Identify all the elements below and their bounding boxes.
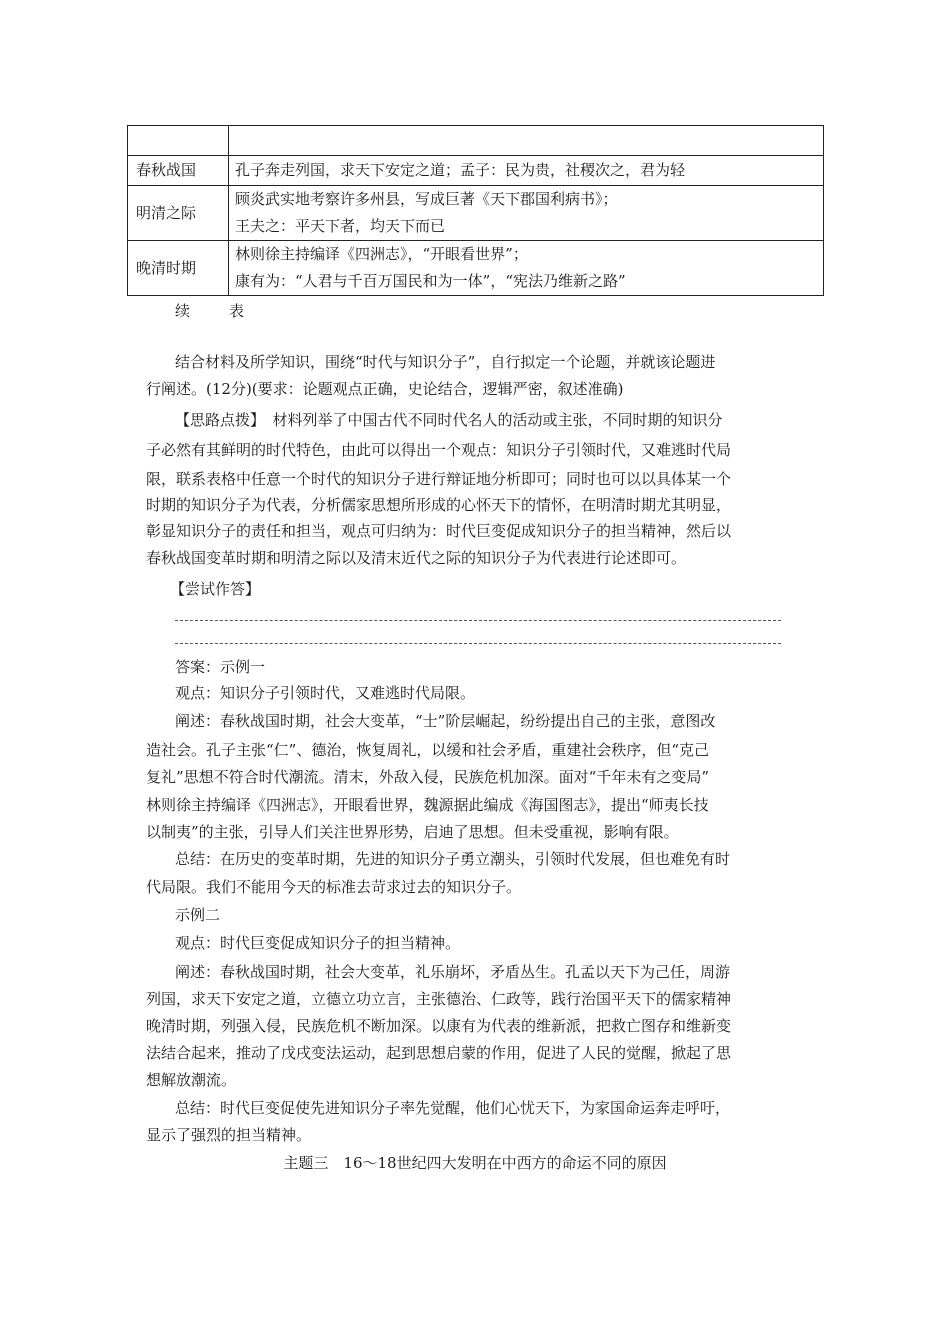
question-text: 行阐述。(12分)(要求：论题观点正确，史论结合，逻辑严密，叙述准确) <box>146 380 624 398</box>
answer-text: 造社会。孔子主张“仁”、德治，恢复周礼，以缓和社会矛盾，重建社会秩序，但“克己 <box>146 741 710 759</box>
period-cell: 春秋战国 <box>128 156 229 186</box>
answer-text: 观点：知识分子引领时代，又难逃时代局限。 <box>175 684 476 702</box>
table-row <box>128 156 824 186</box>
table-row <box>128 186 824 241</box>
hint-text: 春秋战国变革时期和明清之际以及清末近代之际的知识分子为代表进行论述即可。 <box>146 549 687 567</box>
period-cell: 明清之际 <box>128 186 229 241</box>
answer-text: 代局限。我们不能用今天的标准去苛求过去的知识分子。 <box>146 878 522 896</box>
answer-text: 以制夷”的主张，引导人们关注世界形势，启迪了思想。但未受重视，影响有限。 <box>146 823 679 841</box>
answer-text: 总结：时代巨变促使先进知识分子率先觉醒，他们心忧天下，为家国命运奔走呼吁， <box>175 1099 731 1117</box>
answer-text: 复礼”思想不符合时代潮流。清末，外敌入侵，民族危机加深。面对“千年未有之变局” <box>146 768 710 786</box>
table-header-cell <box>229 126 824 156</box>
attempt-label: 【尝试作答】 <box>170 580 261 598</box>
content-cell <box>229 186 824 241</box>
answer-text: 林则徐主持编译《四洲志》，开眼看世界，魏源据此编成《海国图志》，提出“师夷长技 <box>146 796 709 814</box>
content-line: 孔子奔走列国，求天下安定之道；孟子：民为贵，社稷次之，君为轻 <box>235 161 686 179</box>
history-table <box>127 125 824 296</box>
table-header-cell <box>128 126 229 156</box>
answer-line <box>175 620 781 621</box>
content-line: 王夫之：平天下者，均天下而已 <box>235 217 446 235</box>
hint-text: 【思路点拨】 材料列举了中国古代不同时代名人的活动或主张，不同时期的知识分 <box>175 411 723 429</box>
content-line: 林则徐主持编译《四洲志》，“开眼看世界”； <box>235 245 528 263</box>
answer-text: 观点：时代巨变促成知识分子的担当精神。 <box>175 934 461 952</box>
content-cell <box>229 241 824 296</box>
continued-label: 续 表 <box>175 302 257 320</box>
hint-text: 彰显知识分子的责任和担当，观点可归纳为：时代巨变促成知识分子的担当精神，然后以 <box>146 522 732 540</box>
answer-text: 阐述：春秋战国时期，社会大变革，礼乐崩坏，矛盾丛生。孔孟以天下为己任，周游 <box>175 963 731 981</box>
content-line: 顾炎武实地考察许多州县，写成巨著《天下郡国利病书》； <box>235 190 618 208</box>
period-cell: 晚清时期 <box>128 241 229 296</box>
answer-text: 总结：在历史的变革时期，先进的知识分子勇立潮头，引领时代发展，但也难免有时 <box>175 850 731 868</box>
answer-text: 阐述：春秋战国时期，社会大变革，“士”阶层崛起，纷纷提出自己的主张，意图改 <box>175 712 716 730</box>
example-title: 示例二 <box>175 906 221 924</box>
question-text: 结合材料及所学知识，围绕“时代与知识分子”，自行拟定一个论题，并就该论题进 <box>175 353 716 371</box>
content-line: 康有为：“人君与千百万国民和为一体”，“宪法乃维新之路” <box>235 272 626 290</box>
content-cell <box>229 156 824 186</box>
answer-text: 显示了强烈的担当精神。 <box>146 1126 312 1144</box>
answer-intro: 答案：示例一 <box>175 658 266 676</box>
answer-text: 想解放潮流。 <box>146 1071 237 1089</box>
hint-text: 时期的知识分子为代表，分析儒家思想所形成的心怀天下的情怀，在明清时期尤其明显， <box>146 496 732 514</box>
answer-text: 法结合起来，推动了戊戌变法运动，起到思想启蒙的作用，促进了人民的觉醒，掀起了思 <box>146 1044 732 1062</box>
table-header-row <box>128 126 824 156</box>
next-topic-heading: 主题三 16～18世纪四大发明在中西方的命运不同的原因 <box>283 1154 667 1172</box>
answer-text: 晚清时期，列强入侵，民族危机不断加深。以康有为代表的维新派，把救亡图存和维新变 <box>146 1017 732 1035</box>
answer-text: 列国，求天下安定之道，立德立功立言，主张德治、仁政等，践行治国平天下的儒家精神 <box>146 990 732 1008</box>
hint-text: 限，联系表格中任意一个时代的知识分子进行辩证地分析即可；同时也可以以具体某一个 <box>146 470 732 488</box>
answer-line <box>175 643 781 644</box>
table-row <box>128 241 824 296</box>
hint-text: 子必然有其鲜明的时代特色，由此可以得出一个观点：知识分子引领时代，又难逃时代局 <box>146 441 732 459</box>
